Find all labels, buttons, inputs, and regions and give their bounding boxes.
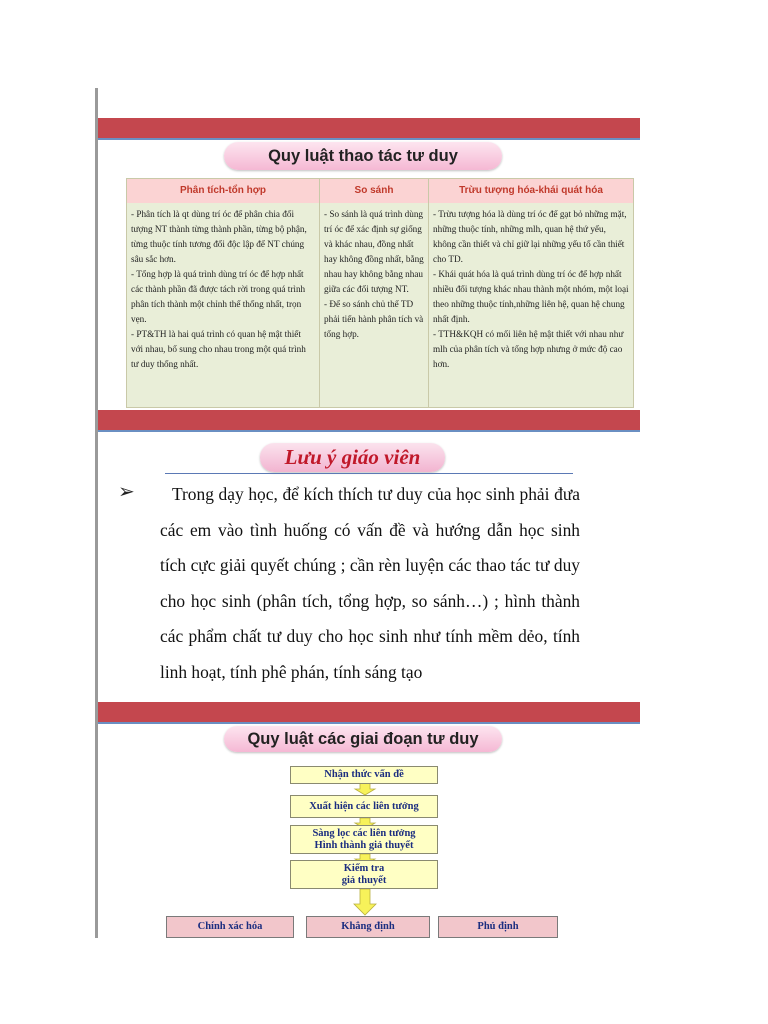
note-title-underline xyxy=(165,473,573,474)
slide-bottom-band xyxy=(98,410,640,430)
column-body-comparison xyxy=(320,203,428,407)
stage-label: Xuất hiện các liên tưởng xyxy=(309,801,419,812)
table-paragraph: - Phân tích là qt dùng trí óc để phân chia đối tượng NT thành từng thành phần, từng bộ phận, từng thuộc tính tương đối độc lập để NT chúng sâu sắc hơn. xyxy=(131,209,307,264)
outcome-confirm: Khẳng định xyxy=(306,916,430,938)
table-paragraph: - Trừu tượng hóa là dùng trí óc để gạt bỏ những mặt, những thuộc tính, những mlh, quan hệ thứ yếu, không cần thiết và chỉ giữ lại những yếu tố cần thiết cho TD. xyxy=(433,209,627,264)
stage-label: giả thuyết xyxy=(341,875,387,886)
slide-thinking-operations xyxy=(98,116,640,432)
slide1-title: Quy luật thao tác tư duy xyxy=(224,142,502,170)
slide-bottom-band-line xyxy=(98,430,640,432)
column-header-analysis: Phân tích-tổn hợp xyxy=(127,179,319,203)
outcome-refine: Chính xác hóa xyxy=(166,916,294,938)
stage-label: Kiểm tra xyxy=(343,863,385,874)
note-title: Lưu ý giáo viên xyxy=(260,443,445,472)
column-body-abstraction xyxy=(429,203,633,407)
table-paragraph: - TTH&KQH có mối liên hệ mật thiết với nhau như mlh của phân tích và tổng hợp nhưng ở mức độ cao hơn. xyxy=(433,329,624,369)
slide2-title: Quy luật các giai đoạn tư duy xyxy=(224,726,502,752)
down-arrow-icon xyxy=(355,783,375,795)
table-paragraph: - PT&TH là hai quá trình có quan hệ mật thiết với nhau, bổ sung cho nhau trong một quá trình tư duy thống nhất. xyxy=(131,329,306,369)
stage-associations xyxy=(290,795,438,818)
column-divider xyxy=(428,179,429,407)
operations-table xyxy=(126,178,634,408)
stage-label: Hình thành giả thuyết xyxy=(314,840,414,851)
slide-top-band-line xyxy=(98,138,640,140)
slide-top-band xyxy=(98,118,640,138)
stage-label: Nhận thức vấn đề xyxy=(324,769,404,780)
flow-arrows xyxy=(98,700,640,938)
column-body-analysis xyxy=(127,203,319,407)
table-paragraph: - So sánh là quá trình dùng trí óc để xác định sự giống và khác nhau, đồng nhất hay không đồng nhất, bằng nhau hay không bằng nhau giữa các đối tượng NT. xyxy=(324,209,424,294)
stage-identify-problem xyxy=(290,766,438,784)
column-header-comparison: So sánh xyxy=(320,179,428,203)
table-paragraph: - Tổng hợp là quá trình dùng trí óc để hợp nhất các thành phần đã được tách rời trong quá trình phân tích thành một chỉnh thể thống nhất, trọn vẹn. xyxy=(131,269,306,324)
slide-thinking-stages xyxy=(98,700,640,938)
column-divider xyxy=(319,179,320,407)
outcome-reject: Phủ định xyxy=(438,916,558,938)
table-paragraph: - Khái quát hóa là quá trình dùng trí óc để hợp nhất nhiều đối tượng khác nhau thành một nhóm, một loại theo những thuộc tính,những liên hệ, quan hệ chung nhất định. xyxy=(433,269,629,324)
down-arrow-icon xyxy=(354,889,376,915)
table-paragraph: - Để so sánh chủ thể TD phải tiến hành phân tích và tổng hợp. xyxy=(324,299,424,339)
stage-filter-hypothesis xyxy=(290,825,438,854)
note-paragraph: Trong dạy học, để kích thích tư duy của học sinh phải đưa các em vào tình huống có vấn đề và hướng dẫn học sinh tích cực giải quyết chúng ; cần rèn luyện các thao tác tư duy cho học sinh (phân tích, tổng hợp, so sánh…) ; hình thành các phẩm chất tư duy cho học sinh như tính mềm dẻo, tính linh hoạt, tính phê phán, tính sáng tạo xyxy=(160,484,580,682)
stage-label: Sàng lọc các liên tưởng xyxy=(312,828,416,839)
stage-verify-hypothesis xyxy=(290,860,438,889)
column-header-abstraction: Trừu tượng hóa-khái quát hóa xyxy=(429,179,633,203)
bullet-arrow-icon: ➢ xyxy=(118,479,135,503)
